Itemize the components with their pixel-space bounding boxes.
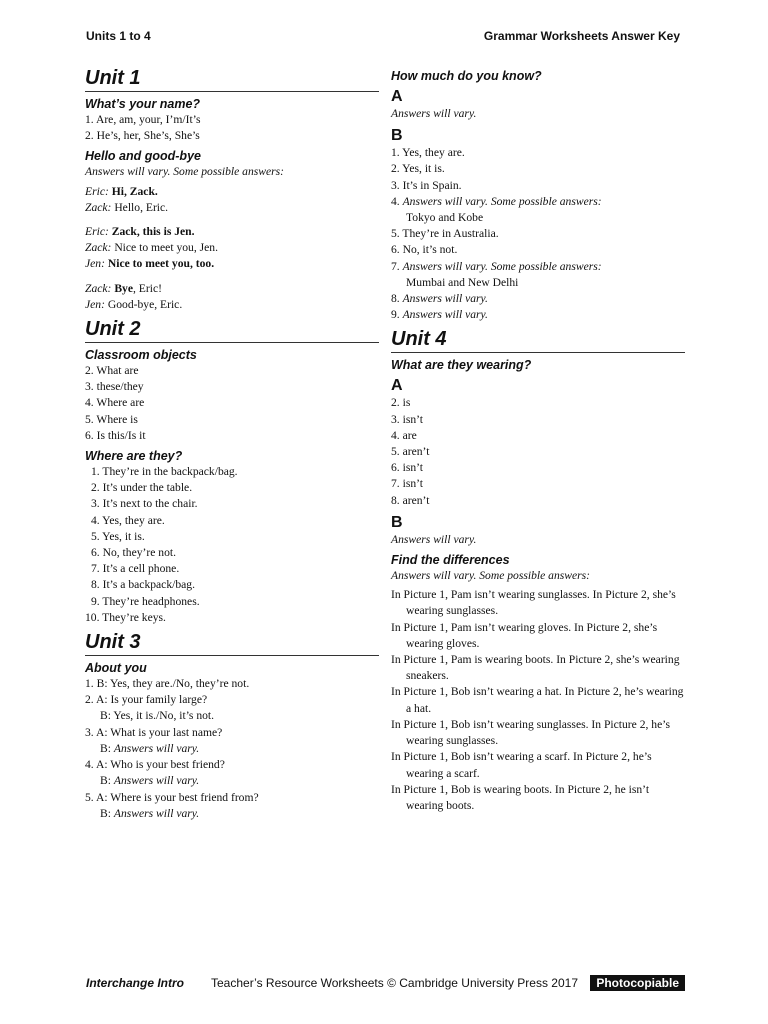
dialogue-line — [85, 297, 379, 313]
speaker: Zack: — [85, 281, 112, 295]
section-what-wearing: What are they wearing? — [391, 358, 532, 373]
part-a-label: A — [391, 88, 403, 105]
item-number: 9. — [391, 308, 403, 322]
speaker: B: — [100, 741, 114, 755]
answer-line: 2. What are — [85, 364, 139, 378]
answer-line: 4. Where are — [85, 396, 145, 410]
speaker: Zack: — [85, 241, 112, 255]
answer-line: 5. A: Where is your best friend from? — [85, 790, 259, 804]
answer-line: 2. He’s, her, She’s, She’s — [85, 129, 200, 143]
item-number: 4. — [391, 194, 403, 208]
part-a-label: A — [391, 377, 403, 395]
dialogue-text: Nice to meet you, too. — [107, 257, 215, 271]
answer-line: 6. isn’t — [391, 461, 423, 475]
answers-vary: Answers will vary. — [113, 806, 200, 820]
answer-line: 3. isn’t — [391, 412, 423, 426]
speaker: Jen: — [85, 257, 105, 271]
difference-item: In Picture 1, Bob is wearing boots. In Picture 2, he isn’t wearing boots. — [391, 782, 650, 812]
footer-brand: Interchange Intro — [86, 976, 185, 990]
dialogue-line — [85, 200, 379, 216]
answers-vary: Answers will vary. — [113, 774, 200, 788]
dialogue-text: Hi, Zack. — [111, 184, 158, 198]
dialogue-text: , Eric! — [133, 281, 162, 295]
unit4-title: Unit 4 — [391, 327, 685, 353]
answer-line: 2. Yes, it is. — [391, 162, 445, 176]
speaker: B: — [100, 806, 114, 820]
answer-line — [391, 291, 685, 307]
answer-line: 3. It’s next to the chair. — [91, 497, 198, 511]
section-find-differences: Find the differences — [391, 553, 510, 568]
dialogue-line — [85, 256, 379, 272]
difference-item: In Picture 1, Pam is wearing boots. In Picture 2, she’s wearing sneakers. — [391, 653, 680, 683]
difference-item: In Picture 1, Pam isn’t wearing sunglasses. In Picture 2, she’s wearing sunglasses. — [391, 588, 676, 618]
answer-line — [391, 259, 685, 275]
item-number: 8. — [391, 292, 403, 306]
section-classroom-objects: Classroom objects — [85, 348, 197, 363]
speaker: Eric: — [85, 225, 109, 239]
answer-line — [391, 307, 685, 323]
answer-line: 7. It’s a cell phone. — [91, 562, 180, 576]
section-where-are-they: Where are they? — [85, 449, 183, 464]
answer-line — [391, 194, 685, 210]
answer-line: Mumbai and New Delhi — [406, 275, 519, 289]
answer-line: 2. It’s under the table. — [91, 481, 193, 495]
answer-line: B: Yes, it is./No, it’s not. — [100, 709, 215, 723]
answer-line: 5. They’re in Australia. — [391, 227, 499, 241]
dialogue-text: Hello, Eric. — [114, 200, 169, 214]
answer-line: 9. They’re headphones. — [91, 594, 200, 608]
difference-item: In Picture 1, Pam isn’t wearing gloves. In Picture 2, she’s wearing gloves. — [391, 620, 658, 650]
answer-line: 1. B: Yes, they are./No, they’re not. — [85, 677, 250, 691]
answer-line: 3. It’s in Spain. — [391, 178, 462, 192]
answer-line: 5. Where is — [85, 412, 138, 426]
answer-line: 6. No, they’re not. — [91, 546, 177, 560]
header-units: Units 1 to 4 — [86, 29, 151, 43]
answer-line: 4. Yes, they are. — [91, 513, 165, 527]
answer-line: 8. aren’t — [391, 493, 430, 507]
section-hello-goodbye: Hello and good-bye — [85, 149, 201, 164]
answer-line: 6. Is this/Is it — [85, 428, 146, 442]
speaker: Eric: — [85, 184, 109, 198]
answers-vary: Answers will vary. Some possible answers: — [402, 259, 602, 273]
dialogue-text: Bye — [114, 281, 133, 295]
speaker: B: — [100, 774, 114, 788]
part-b-label: B — [391, 513, 403, 531]
answer-line: 6. No, it’s not. — [391, 243, 458, 257]
dialogue-line — [85, 240, 379, 256]
item-number: 7. — [391, 259, 403, 273]
left-column — [85, 66, 379, 822]
part-b-label: B — [391, 127, 403, 145]
answers-vary: Answers will vary. Some possible answers: — [402, 194, 602, 208]
answer-line: 10. They’re keys. — [85, 610, 166, 624]
footer-copyright: Teacher’s Resource Worksheets © Cambridge University Press 2017 — [211, 976, 578, 990]
answer-line: Tokyo and Kobe — [406, 211, 484, 225]
note-answers-vary: Answers will vary. Some possible answers: — [391, 569, 591, 583]
difference-item: In Picture 1, Bob isn’t wearing sunglasses. In Picture 2, he’s wearing sunglasses. — [391, 717, 670, 748]
answer-line — [85, 806, 379, 822]
dialogue-line — [85, 184, 379, 200]
answer-line: 1. They’re in the backpack/bag. — [91, 465, 238, 479]
note-answers-vary: Answers will vary. Some possible answers: — [85, 165, 285, 179]
answer-line: 4. A: Who is your best friend? — [85, 758, 225, 772]
answer-line: 3. these/they — [85, 380, 144, 394]
dialogue-text: Good-bye, Eric. — [107, 297, 183, 311]
answers-vary: Answers will vary. — [391, 532, 477, 546]
answer-line: 2. A: Is your family large? — [85, 693, 208, 707]
answer-line: 2. is — [391, 396, 411, 410]
unit3-title: Unit 3 — [85, 630, 379, 656]
answers-vary: Answers will vary. — [402, 292, 488, 306]
answer-line — [85, 773, 379, 789]
answer-line: 3. A: What is your last name? — [85, 725, 223, 739]
answers-vary: Answers will vary. — [391, 107, 477, 120]
section-whats-your-name: What’s your name? — [85, 97, 201, 111]
answer-line: 1. Yes, they are. — [391, 146, 465, 160]
answer-line: 5. Yes, it is. — [91, 529, 145, 543]
header-title: Grammar Worksheets Answer Key — [483, 29, 680, 43]
answers-vary: Answers will vary. — [113, 741, 200, 755]
answer-line: 7. isn’t — [391, 477, 423, 491]
unit1-title: Unit 1 — [85, 66, 379, 92]
right-column — [391, 68, 685, 814]
difference-item: In Picture 1, Bob isn’t wearing a hat. In Picture 2, he’s wearing a hat. — [391, 685, 684, 715]
dialogue-line — [85, 281, 379, 297]
speaker: Zack: — [85, 200, 112, 214]
photocopiable-badge: Photocopiable — [590, 975, 685, 991]
footer — [86, 975, 685, 991]
answer-line — [85, 741, 379, 757]
answer-line: 5. aren’t — [391, 445, 430, 459]
answer-line: 8. It’s a backpack/bag. — [91, 578, 195, 592]
section-how-much: How much do you know? — [391, 69, 542, 83]
dialogue-text: Zack, this is Jen. — [111, 225, 195, 239]
unit2-title: Unit 2 — [85, 317, 379, 343]
answer-line: 4. are — [391, 428, 417, 442]
section-about-you: About you — [85, 661, 147, 676]
difference-item: In Picture 1, Bob isn’t wearing a scarf. In Picture 2, he’s wearing a scarf. — [391, 750, 652, 780]
speaker: Jen: — [85, 297, 105, 311]
dialogue-line — [85, 224, 379, 240]
answer-line: 1. Are, am, your, I’m/It’s — [85, 113, 201, 126]
dialogue-text: Nice to meet you, Jen. — [114, 241, 218, 255]
answers-vary: Answers will vary. — [402, 308, 488, 322]
